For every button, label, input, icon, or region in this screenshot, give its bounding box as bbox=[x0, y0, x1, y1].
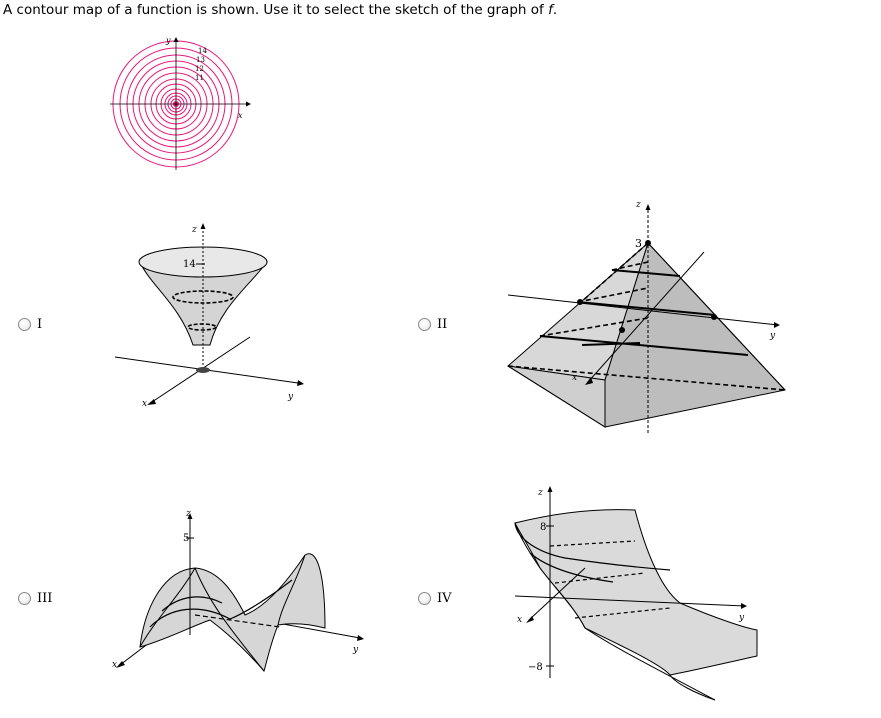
contour-y-label: y bbox=[166, 36, 171, 45]
option-II[interactable] bbox=[418, 317, 447, 332]
graph-IV-y-label: y bbox=[739, 613, 745, 623]
option-III[interactable] bbox=[18, 591, 52, 606]
graph-IV-z-label: z bbox=[538, 488, 543, 498]
radio-option-II[interactable] bbox=[418, 318, 431, 331]
graph-IV-tick-neg: −8 bbox=[528, 662, 543, 673]
graph-II-z-label: z bbox=[636, 200, 641, 210]
graph-III bbox=[70, 495, 400, 700]
option-IV[interactable] bbox=[418, 591, 452, 606]
graph-I-tick: 14 bbox=[183, 259, 196, 270]
radio-option-IV[interactable] bbox=[418, 592, 431, 605]
option-I-label: I bbox=[37, 317, 43, 332]
graph-III-x-label: x bbox=[112, 660, 118, 670]
graph-II-y-label: y bbox=[770, 331, 776, 341]
graph-III-tick: 5 bbox=[183, 533, 190, 544]
graph-I-y-label: y bbox=[288, 392, 294, 402]
graph-II bbox=[490, 190, 820, 450]
contour-level: 12 bbox=[195, 65, 204, 73]
option-IV-label: IV bbox=[437, 591, 452, 606]
graph-IV bbox=[495, 478, 795, 706]
option-III-label: III bbox=[37, 591, 53, 606]
contour-map bbox=[108, 34, 253, 174]
graph-I bbox=[70, 215, 330, 430]
graph-III-z-label: z bbox=[186, 509, 191, 519]
graph-II-x-label: x bbox=[572, 373, 578, 383]
question-prefix: A contour map of a function is shown. Use it to select the sketch of the graph of bbox=[3, 2, 549, 18]
graph-I-z-label: z bbox=[192, 225, 197, 235]
graph-II-tick: 3 bbox=[635, 237, 642, 250]
radio-option-I[interactable] bbox=[18, 318, 31, 331]
graph-IV-tick: 8 bbox=[540, 522, 547, 533]
question-suffix: . bbox=[552, 2, 558, 18]
graph-IV-x-label: x bbox=[517, 615, 523, 625]
question-text bbox=[3, 2, 557, 18]
function-name: f bbox=[548, 2, 553, 18]
radio-option-III[interactable] bbox=[18, 592, 31, 605]
contour-level: 13 bbox=[196, 56, 205, 64]
option-II-label: II bbox=[437, 317, 448, 332]
contour-level: 11 bbox=[195, 74, 204, 82]
contour-level: 14 bbox=[198, 47, 207, 55]
option-I[interactable] bbox=[18, 317, 42, 332]
contour-x-label: x bbox=[238, 111, 243, 120]
graph-I-x-label: x bbox=[142, 399, 148, 409]
graph-III-y-label: y bbox=[353, 645, 359, 655]
